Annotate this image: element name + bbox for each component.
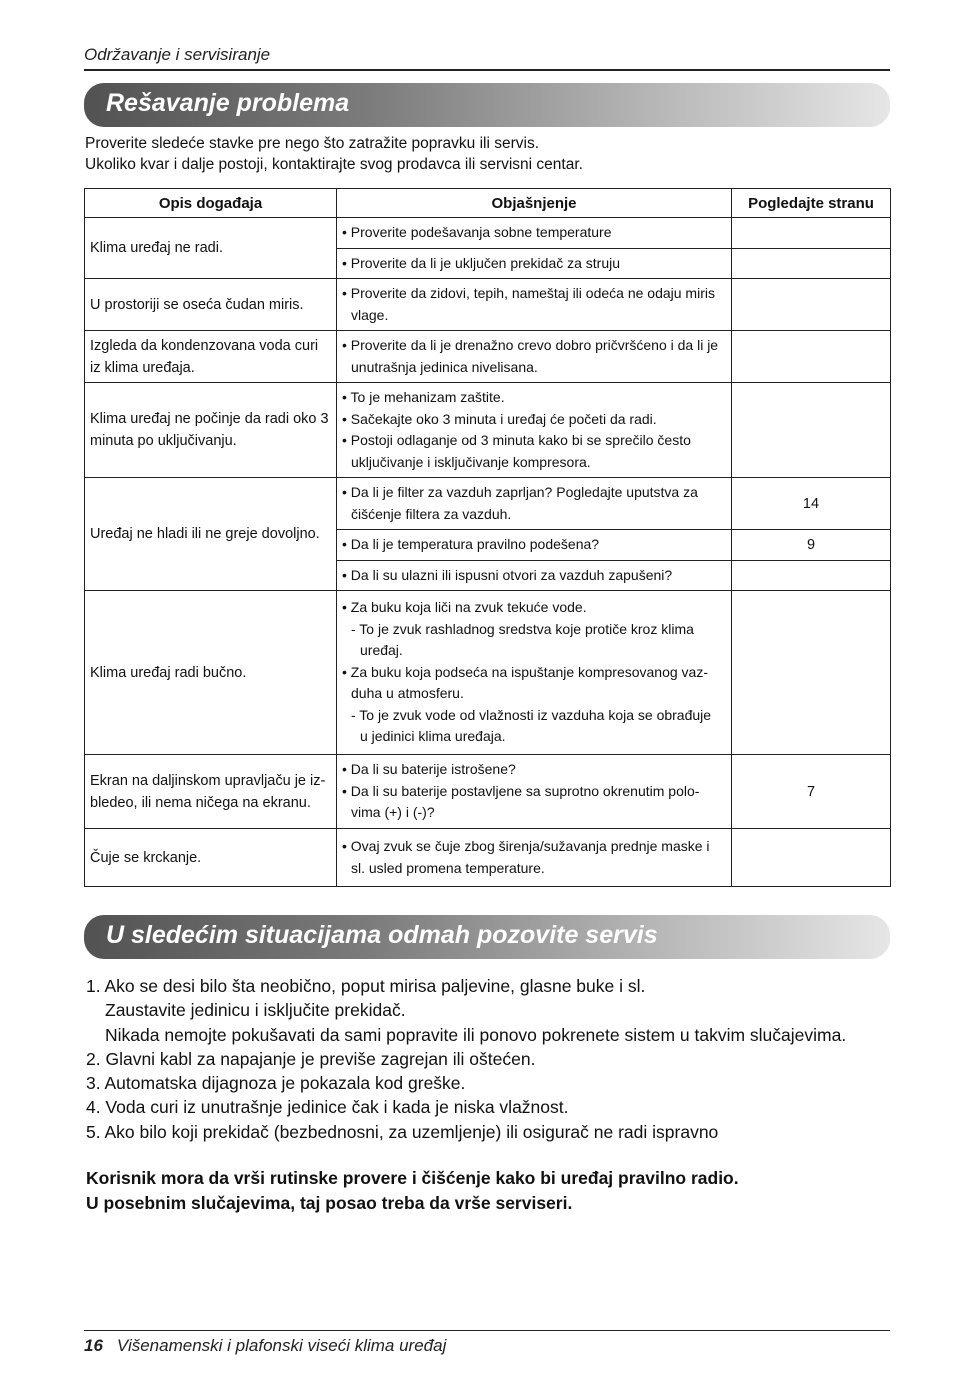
explanation-cell: [337, 591, 732, 755]
troubleshooting-title: Rešavanje problema: [106, 89, 350, 117]
explanation-line: - To je zvuk rashladnog sredstva koje protiče kroz klima: [351, 620, 694, 637]
explanation-line: • Da li su baterije istrošene?: [342, 761, 516, 778]
list-item-continuation: Nikada nemojte pokušavati da sami popravite ili ponovo pokrenete sistem u takvim slučajevima.: [105, 1024, 847, 1045]
table-row: [85, 755, 891, 829]
table-row: [85, 279, 891, 331]
event-description: U prostoriji se oseća čudan miris.: [85, 279, 337, 331]
service-banner: [84, 915, 890, 959]
intro-line: Proverite sledeće stavke pre nego što zatražite popravku ili servis.: [85, 135, 540, 152]
page-reference: 14: [732, 478, 891, 530]
table-row: [85, 591, 891, 755]
list-item-continuation: Zaustavite jedinicu i isključite prekidač.: [105, 1000, 406, 1021]
page-reference: [732, 829, 891, 887]
explanation-line: sl. usled promena temperature.: [351, 859, 545, 876]
explanation-line: duha u atmosferu.: [351, 685, 464, 702]
table-row: [85, 829, 891, 887]
note-line: U posebnim slučajevima, taj posao treba da vrše serviseri.: [86, 1193, 573, 1213]
explanation-line: čišćenje filtera za vazduh.: [351, 505, 512, 522]
list-item: 4. Voda curi iz unutrašnje jedinice čak i kada je niska vlažnost.: [86, 1097, 569, 1118]
explanation-line: u jedinici klima uređaja.: [360, 728, 506, 745]
explanation-cell: [337, 560, 732, 591]
explanation-line: vima (+) i (-)?: [351, 804, 435, 821]
page-reference: [732, 560, 891, 591]
explanation-line: • Postoji odlaganje od 3 minuta kako bi se sprečilo često: [342, 432, 691, 448]
table-row: [85, 218, 891, 249]
page-reference: [732, 218, 891, 249]
explanation-cell: [337, 383, 732, 478]
explanation-cell: [337, 755, 732, 829]
explanation-line: • Proverite da li je uključen prekidač za struju: [342, 254, 621, 271]
explanation-line: unutrašnja jedinica nivelisana.: [351, 358, 538, 375]
column-header: Opis događaja: [85, 189, 337, 218]
explanation-cell: [337, 829, 732, 887]
page-reference: [732, 383, 891, 478]
explanation-line: • Da li je filter za vazduh zaprljan? Pogledajte uputstva za: [342, 484, 698, 500]
note-line: Korisnik mora da vrši rutinske provere i čišćenje kako bi uređaj pravilno radio.: [86, 1168, 739, 1188]
list-item: 2. Glavni kabl za napajanje je previše zagrejan ili oštećen.: [86, 1048, 536, 1069]
explanation-line: - To je zvuk vode od vlažnosti iz vazduha koja se obrađuje: [351, 706, 712, 723]
troubleshooting-table: [84, 188, 891, 887]
column-header: Pogledajte stranu: [732, 189, 891, 218]
intro-line: Ukoliko kvar i dalje postoji, kontaktirajte svog prodavca ili servisni centar.: [85, 156, 583, 173]
explanation-cell: [337, 279, 732, 331]
explanation-line: • Ovaj zvuk se čuje zbog širenja/sužavanja prednje maske i: [342, 838, 710, 854]
page-footer: [84, 1336, 446, 1356]
page-reference: [732, 591, 891, 755]
explanation-line: • Proverite podešavanja sobne temperature: [342, 224, 612, 240]
event-description: Izgleda da kondenzovana voda curi iz klima uređaja.: [85, 331, 337, 383]
page-reference: 7: [732, 755, 891, 829]
table-row: [85, 478, 891, 530]
explanation-cell: [337, 218, 732, 249]
explanation-line: • Sačekajte oko 3 minuta i uređaj će početi da radi.: [342, 410, 657, 427]
explanation-line: • Proverite da li je drenažno crevo dobro pričvršćeno i da li je: [342, 337, 719, 353]
explanation-line: uređaj.: [360, 642, 403, 659]
explanation-line: • Da li su ulazni ili ispusni otvori za vazduh zapušeni?: [342, 566, 673, 583]
explanation-cell: [337, 331, 732, 383]
list-item: 1. Ako se desi bilo šta neobično, poput mirisa paljevine, glasne buke i sl.: [86, 976, 646, 996]
page-reference: [732, 248, 891, 279]
list-item: 3. Automatska dijagnoza je pokazala kod greške.: [86, 1073, 466, 1094]
column-header: Objašnjenje: [337, 189, 732, 218]
list-item: 5. Ako bilo koji prekidač (bezbednosni, za uzemljenje) ili osigurač ne radi ispravno: [86, 1121, 719, 1142]
explanation-line: uključivanje i isključivanje kompresora.: [351, 453, 591, 470]
explanation-line: • Da li je temperatura pravilno podešena?: [342, 536, 600, 552]
explanation-cell: [337, 248, 732, 279]
table-row: [85, 383, 891, 478]
header-divider: [84, 69, 890, 71]
section-header: Održavanje i servisiranje: [84, 45, 271, 64]
page-reference: 9: [732, 530, 891, 561]
explanation-line: • Za buku koja podseća na ispuštanje kompresovanog vaz-: [342, 663, 709, 680]
event-description: Klima uređaj ne počinje da radi oko 3 minuta po uključivanju.: [85, 383, 337, 478]
event-description: Čuje se krckanje.: [85, 829, 337, 887]
service-title: U sledećim situacijama odmah pozovite servis: [106, 921, 658, 949]
event-description: Klima uređaj ne radi.: [85, 218, 337, 279]
explanation-cell: [337, 530, 732, 561]
explanation-line: • Proverite da zidovi, tepih, nameštaj ili odeća ne odaju miris: [342, 285, 715, 301]
event-description: Ekran na daljinskom upravljaču je iz-bledeo, ili nema ničega na ekranu.: [85, 755, 337, 829]
troubleshooting-banner: [84, 83, 890, 127]
footer-divider: [84, 1330, 890, 1331]
page-reference: [732, 279, 891, 331]
explanation-line: vlage.: [351, 306, 389, 323]
page-reference: [732, 331, 891, 383]
explanation-line: • Da li su baterije postavljene sa suprotno okrenutim polo-: [342, 782, 700, 799]
service-list: [86, 974, 846, 1144]
page-number: 16: [84, 1336, 103, 1355]
event-description: Klima uređaj radi bučno.: [85, 591, 337, 755]
intro-text: [85, 133, 583, 175]
event-description: Uređaj ne hladi ili ne greje dovoljno.: [85, 478, 337, 591]
maintenance-note: [86, 1166, 739, 1216]
explanation-cell: [337, 478, 732, 530]
table-header-row: [85, 189, 891, 218]
explanation-line: • Za buku koja liči na zvuk tekuće vode.: [342, 599, 587, 616]
explanation-line: • To je mehanizam zaštite.: [342, 389, 505, 405]
table-row: [85, 331, 891, 383]
footer-title: Višenamenski i plafonski viseći klima uređaj: [116, 1336, 447, 1355]
